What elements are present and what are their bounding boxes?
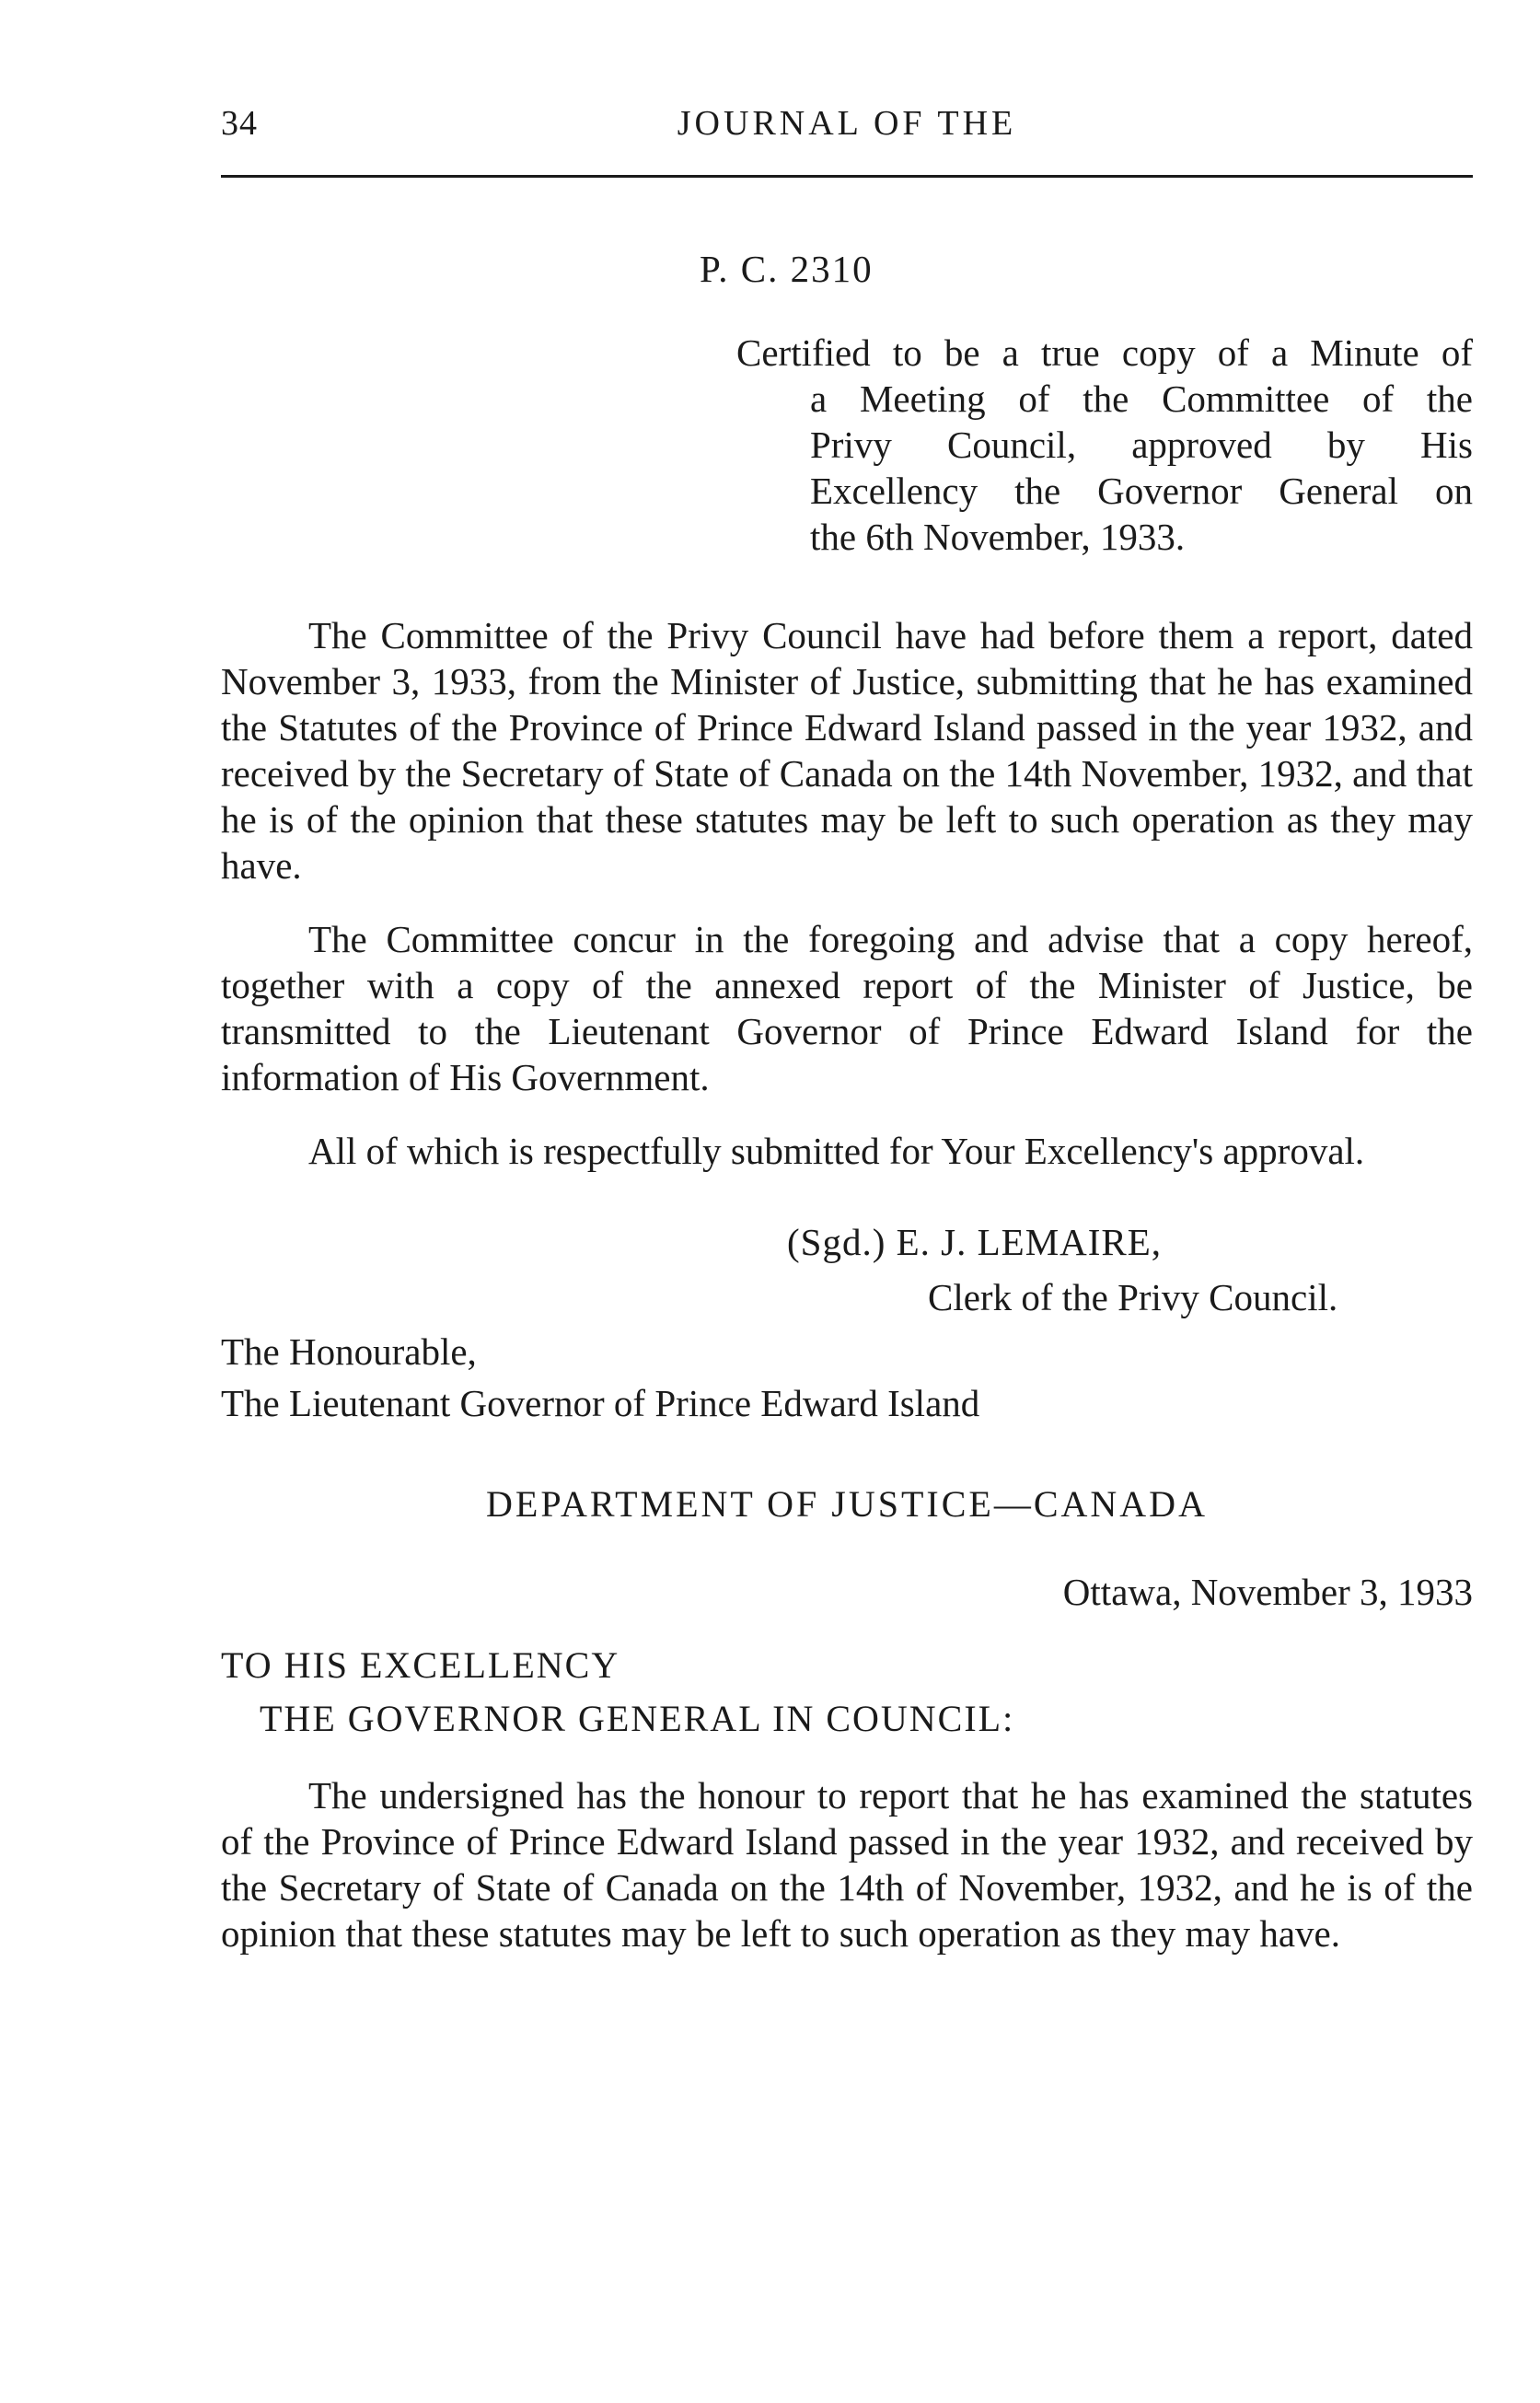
committee-report-paragraph: The Committee of the Privy Council have had before them a report, dated November 3, 1933, from the Minister of Justice, submitting that he has examined the Statutes of the Province of Prince Edward Island passed in the year 1932, and received by the Secretary of State of Canada on the 14th November, 1932, and that he is of the opinion that these statutes may be left to such operation as they may have.: [221, 614, 1474, 887]
report-body-paragraph: The undersigned has the honour to report that he has examined the statutes of the Province of Prince Edward Island passed in the year 1932, and received by the Secretary of State of Canada on the 14th of November, 1932, and he is of the opinion that these statutes may be left to such operation as they may have.: [221, 1774, 1473, 1955]
salutation-block: [221, 1639, 1014, 1746]
committee-advice-paragraph: The Committee concur in the foregoing and advise that a copy hereof, together with a copy of the annexed report of the Minister of Justice, be transmitted to the Lieutenant Governor of Prince Edward Island for the information of His Government.: [221, 918, 1473, 1098]
header-rule: [221, 175, 1473, 178]
addressee-block: [221, 1326, 979, 1429]
addressee-line: The Honourable,: [221, 1330, 477, 1373]
certification-block: [736, 330, 1473, 560]
signature-title: Clerk of the Privy Council.: [928, 1276, 1338, 1318]
certified-line: Excellency the Governor General on: [810, 470, 1473, 512]
running-title: JOURNAL OF THE: [677, 104, 1017, 143]
certified-line: a Meeting of the Committee of the: [810, 377, 1473, 420]
salutation-line: THE GOVERNOR GENERAL IN COUNCIL:: [260, 1698, 1015, 1739]
dateline: Ottawa, November 3, 1933: [1062, 1571, 1473, 1613]
salutation-line: TO HIS EXCELLENCY: [221, 1644, 620, 1686]
certified-line: the 6th November, 1933.: [810, 516, 1186, 558]
page-number: 34: [221, 104, 258, 143]
order-number: P. C. 2310: [700, 248, 874, 290]
addressee-line: The Lieutenant Governor of Prince Edward Island: [221, 1382, 980, 1424]
submission-paragraph: All of which is respectfully submitted for Your Excellency's approval.: [308, 1130, 1365, 1172]
certified-line: Certified to be a true copy of a Minute of: [736, 331, 1473, 374]
department-heading: DEPARTMENT OF JUSTICE—CANADA: [486, 1483, 1208, 1525]
page-header: [221, 103, 1473, 158]
signature: (Sgd.) E. J. LEMAIRE,: [787, 1221, 1163, 1263]
certified-line: Privy Council, approved by His: [810, 424, 1473, 466]
